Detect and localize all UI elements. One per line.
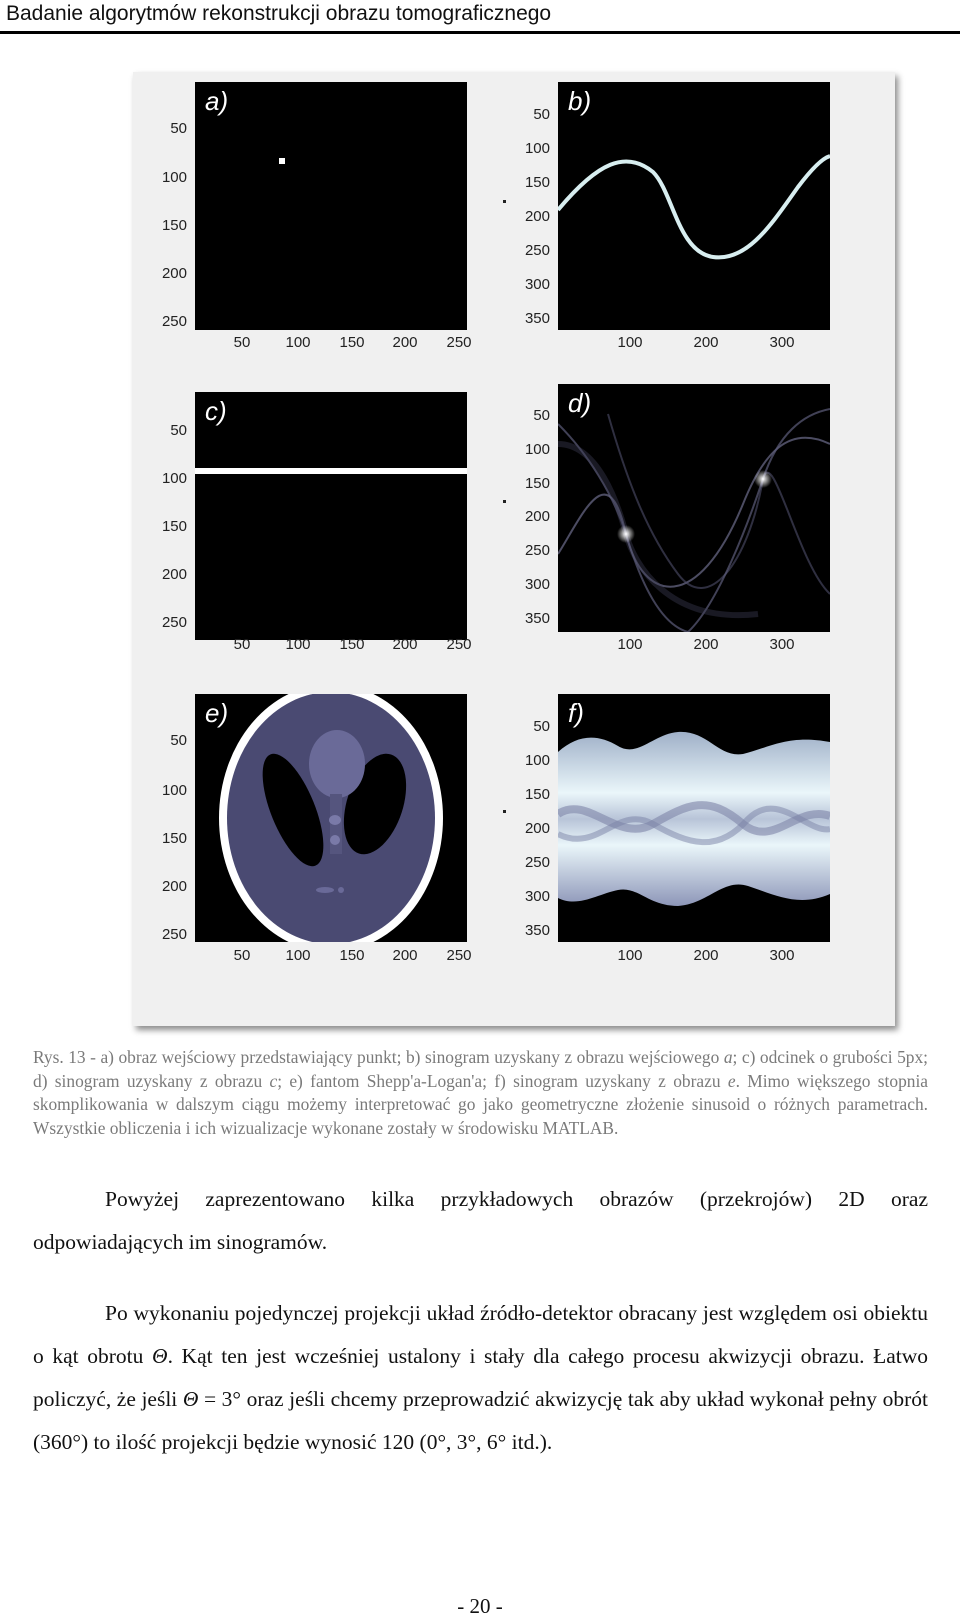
y-tick: 300: [524, 576, 550, 593]
x-tick: 250: [446, 334, 472, 351]
panel-f: [558, 694, 830, 942]
x-tick: 200: [693, 334, 719, 351]
panel-letter: c): [205, 396, 227, 426]
y-tick: 50: [533, 106, 550, 123]
panel-letter: d): [568, 388, 592, 418]
line-segment: [195, 468, 467, 474]
x-tick: 150: [339, 636, 365, 653]
x-tick: 150: [339, 334, 365, 351]
x-tick: 100: [285, 947, 311, 964]
x-tick: 200: [392, 334, 418, 351]
y-tick: 250: [161, 614, 187, 631]
panel-e: [195, 694, 467, 942]
panel-letter: f): [568, 698, 584, 728]
x-tick: 250: [446, 947, 472, 964]
paragraph-text: Po wykonaniu pojedynczej projekcji układ źródło-detektor obracany jest względem osi obiektu o kąt obrotu: [33, 1301, 928, 1368]
y-tick: 150: [161, 830, 187, 847]
y-tick: 200: [161, 566, 187, 583]
y-tick: 250: [524, 542, 550, 559]
point-marker: [279, 158, 285, 164]
panel-c: [195, 392, 467, 640]
y-tick: 100: [161, 470, 187, 487]
y-tick: 50: [533, 407, 550, 424]
x-tick: 50: [233, 334, 251, 351]
x-tick: 100: [285, 334, 311, 351]
x-tick: 300: [769, 334, 795, 351]
y-tick: 150: [524, 174, 550, 191]
page-number: - 20 -: [457, 1594, 503, 1618]
panel-b: [558, 82, 830, 330]
theta-symbol: Θ: [182, 1387, 199, 1411]
x-tick: 50: [233, 947, 251, 964]
paragraph-text: Powyżej zaprezentowano kilka przykładowych obrazów (przekrojów) 2D oraz odpowiadających im sinogramów.: [33, 1187, 928, 1254]
y-tick: 150: [524, 475, 550, 492]
y-tick: 250: [524, 854, 550, 871]
x-tick: 100: [617, 947, 643, 964]
panel-a: [195, 82, 467, 330]
panel-letter: a): [205, 86, 229, 116]
x-tick: 100: [617, 334, 643, 351]
caption-text: Rys. 13 - a) obraz wejściowy przedstawiający punkt; b) sinogram uzyskany z obrazu wejściowego: [33, 1047, 724, 1067]
y-tick: 50: [170, 120, 187, 137]
panel-letter: e): [205, 698, 229, 728]
x-tick: 100: [285, 636, 311, 653]
separator-dot: [503, 810, 506, 813]
caption-italic: a: [723, 1047, 733, 1067]
x-tick: 250: [446, 636, 472, 653]
separator-dot: [503, 200, 506, 203]
separator-dot: [503, 500, 506, 503]
caption-text: . Mimo większego stopnia skomplikowania w dalszym ciągu możemy interpretować go jako geometryczne złożenie sinusoid o różnych parametrach. Wszystkie obliczenia i ich wizualizacje wykonane zostały w środowisku MATLAB.: [33, 1070, 929, 1138]
paragraph-text: = 3° oraz jeśli chcemy przeprowadzić akwizycję tak aby układ wykonał pełny obrót (360°) to ilość projekcji będzie wynosić 120 (0°, 3°, 6° itd.).: [33, 1387, 928, 1454]
header-title: Badanie algorytmów rekonstrukcji obrazu tomograficznego: [6, 2, 552, 25]
y-tick: 150: [524, 786, 550, 803]
x-tick: 50: [233, 636, 251, 653]
y-tick: 100: [161, 782, 187, 799]
sinogram-d: [558, 384, 830, 632]
x-tick: 100: [617, 636, 643, 653]
y-tick: 50: [170, 732, 187, 749]
y-tick: 50: [170, 422, 187, 439]
y-tick: 250: [161, 313, 187, 330]
x-tick: 300: [769, 636, 795, 653]
caption-italic: e: [727, 1070, 736, 1091]
y-tick: 150: [161, 217, 187, 234]
y-tick: 150: [161, 518, 187, 535]
y-tick: 350: [524, 922, 550, 939]
y-tick: 300: [524, 888, 550, 905]
x-tick: 150: [339, 947, 365, 964]
sinogram-b: [558, 82, 830, 330]
y-tick: 350: [524, 610, 550, 627]
figure: [133, 72, 895, 1026]
paragraph-text: . Kąt ten jest wcześniej ustalony i stały dla całego procesu akwizycji obrazu. Łatwo policzyć, że jeśli: [33, 1344, 929, 1411]
paragraph-1: [33, 1178, 928, 1264]
y-tick: 100: [524, 752, 550, 769]
page-header: [0, 0, 960, 34]
y-tick: 200: [524, 820, 550, 837]
y-tick: 100: [161, 169, 187, 186]
paragraph-2: [33, 1292, 928, 1464]
panel-letter: b): [568, 86, 592, 116]
caption-text: ; c) odcinek o grubości 5px; d) sinogram uzyskany z obrazu: [33, 1047, 928, 1091]
phantom-image: [195, 694, 467, 942]
y-tick: 250: [524, 242, 550, 259]
x-tick: 200: [693, 947, 719, 964]
caption-text: ; e) fantom Shepp'a-Logan'a; f) sinogram uzyskany z obrazu: [277, 1070, 728, 1091]
y-tick: 50: [533, 718, 550, 735]
x-tick: 200: [392, 636, 418, 653]
y-tick: 100: [524, 441, 550, 458]
x-tick: 200: [392, 947, 418, 964]
y-tick: 300: [524, 276, 550, 293]
sinogram-f: [558, 694, 830, 942]
theta-symbol: Θ: [152, 1344, 168, 1368]
y-tick: 200: [524, 208, 550, 225]
y-tick: 250: [161, 926, 187, 943]
y-tick: 200: [524, 508, 550, 525]
panel-d: [558, 384, 830, 632]
x-tick: 200: [693, 636, 719, 653]
x-tick: 300: [769, 947, 795, 964]
y-tick: 350: [524, 310, 550, 327]
figure-caption: [33, 1046, 928, 1140]
y-tick: 100: [524, 140, 550, 157]
caption-italic: c: [269, 1070, 278, 1091]
y-tick: 200: [161, 878, 187, 895]
y-tick: 200: [161, 265, 187, 282]
